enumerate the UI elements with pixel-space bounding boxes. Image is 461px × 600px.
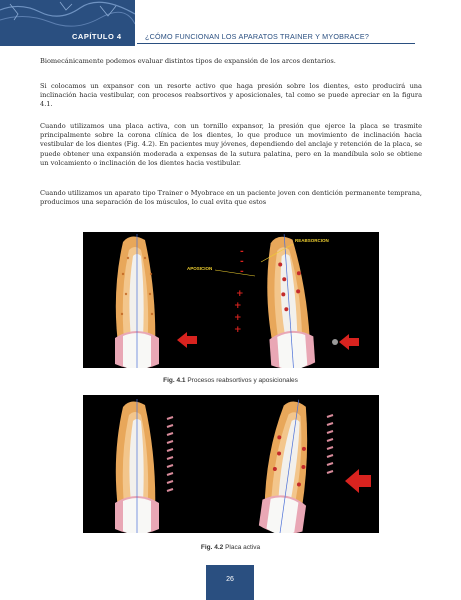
figure-4-1-caption [0,377,461,384]
figure-4-1 [83,232,379,368]
page-number-box [206,565,254,600]
label-aposicion: APOSICION [187,266,213,271]
fig-4-1-number: Fig. 4.1 [163,377,186,384]
paragraph-2: Si colocamos un expansor con un resorte activo que haga presión sobre los dientes, esto producirá una inclinación hacia vestibular, con procesos reabsortivos y aposicionales, tal como se puede apreciar en la figura 4.1. [40,82,422,109]
paragraph-4: Cuando utilizamos un aparato tipo Trainer o Myobrace en un paciente joven con dentición permanente temprana, producimos una separación de los músculos, lo cual evita que estos [40,189,422,207]
chapter-label: CAPÍTULO 4 [72,32,122,41]
paragraph-3: Cuando utilizamos una placa activa, con un tornillo expansor, la presión que ejerce la placa se trasmite principalmente sobre la corona clínica de los dientes, lo que produce un movimiento de inclinación hacia vestibular de los dientes (Fig. 4.2). En pacientes muy jóvenes, dependiendo del anclaje y retención de la placa, se puede obtener una expansión moderada a expensas de la sutura palatina, pero en la mandíbula solo se obtiene un volcamiento o inclinación de los dientes hacia vestibular. [40,122,422,167]
plate-right [327,415,333,473]
tooth-left-2 [115,399,159,533]
svg-text:-: - [240,257,244,267]
figure-4-2 [83,395,379,533]
label-reabsorcion: REABSORCION [295,238,329,243]
arrow-force [345,469,371,493]
header-rule [137,43,415,44]
page-number: 26 [226,576,234,583]
plate-left [167,417,173,491]
arrow-right [339,334,359,350]
chapter-title: ¿CÓMO FUNCIONAN LOS APARATOS TRAINER Y MYOBRACE? [145,32,370,41]
figure-4-2-caption [0,544,461,551]
header-band [0,0,135,46]
arrow-left [177,332,197,348]
svg-text:+: + [236,289,244,299]
figure-4-1-illustration [83,232,379,368]
fig-4-2-text: Placa activa [225,544,261,551]
svg-text:+: + [234,301,242,311]
force-signs [234,247,244,335]
tooth-right [262,233,315,368]
svg-text:+: + [234,313,242,323]
tooth-right-2 [258,397,320,533]
svg-text:+: + [234,325,242,335]
figure-4-2-illustration [83,395,379,533]
paragraph-1: Biomecánicamente podemos evaluar distintos tipos de expansión de los arcos dentarios. [40,57,336,65]
fig-4-2-number: Fig. 4.2 [200,544,224,551]
svg-text:-: - [240,247,244,257]
tooth-left [115,234,159,368]
svg-text:-: - [240,267,244,277]
fig-4-1-text: Procesos reabsortivos y aposicionales [187,377,298,384]
